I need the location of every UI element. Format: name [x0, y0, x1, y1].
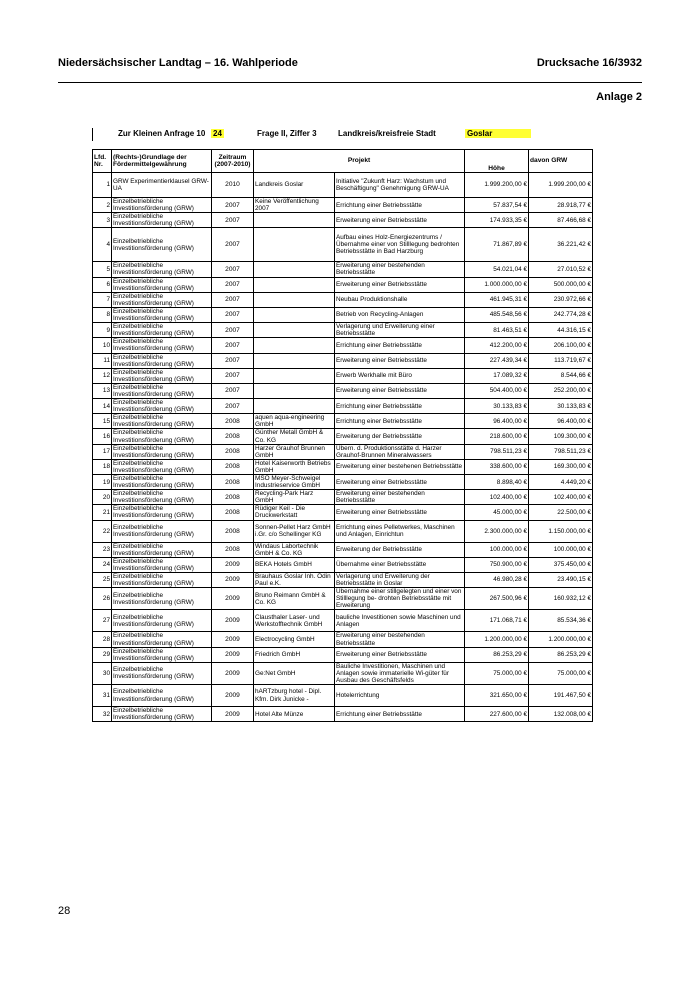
row-grw-amount: 23.490,15 €	[529, 572, 593, 587]
row-grw-amount: 8.544,66 €	[529, 368, 593, 383]
row-year: 2009	[212, 572, 254, 587]
row-year: 2009	[212, 707, 254, 722]
row-year: 2008	[212, 429, 254, 444]
frage-label: Frage II, Ziffer 3	[257, 129, 317, 138]
table-row	[93, 429, 593, 444]
kreis-label: Landkreis/kreisfreie Stadt	[338, 129, 436, 138]
row-number: 7	[93, 292, 112, 307]
row-grw-amount: 28.918,77 €	[529, 198, 593, 213]
table-row	[93, 520, 593, 542]
row-year: 2009	[212, 610, 254, 632]
row-amount: 485.548,56 €	[465, 307, 529, 322]
row-grundlage: Einzelbetriebliche Investitionsförderung (GRW)	[112, 444, 212, 459]
row-amount: 86.253,29 €	[465, 647, 529, 662]
row-amount: 412.200,00 €	[465, 338, 529, 353]
row-project: Erweiterung einer Betriebsstätte	[335, 647, 465, 662]
row-amount: 338.600,00 €	[465, 459, 529, 474]
row-amount: 321.650,00 €	[465, 685, 529, 707]
row-project: Errichtung einer Betriebsstätte	[335, 399, 465, 414]
table-row	[93, 459, 593, 474]
row-grundlage: Einzelbetriebliche Investitionsförderung (GRW)	[112, 520, 212, 542]
table-row	[93, 588, 593, 610]
anfrage-label: Zur Kleinen Anfrage 10	[118, 129, 206, 138]
table-row	[93, 292, 593, 307]
table-row	[93, 557, 593, 572]
table-row	[93, 444, 593, 459]
row-recipient: Keine Veröffentlichung 2007	[254, 198, 335, 213]
row-year: 2008	[212, 475, 254, 490]
row-number: 5	[93, 262, 112, 277]
page-number: 28	[58, 905, 71, 917]
table-row	[93, 277, 593, 292]
row-grundlage: Einzelbetriebliche Investitionsförderung (GRW)	[112, 338, 212, 353]
row-amount: 174.933,35 €	[465, 213, 529, 228]
row-amount: 75.000,00 €	[465, 662, 529, 684]
row-number: 32	[93, 707, 112, 722]
row-recipient	[254, 399, 335, 414]
row-year: 2009	[212, 632, 254, 647]
row-grundlage: Einzelbetriebliche Investitionsförderung (GRW)	[112, 662, 212, 684]
table-row	[93, 572, 593, 587]
table-row	[93, 399, 593, 414]
table-row	[93, 228, 593, 262]
row-recipient	[254, 292, 335, 307]
row-grw-amount: 1.200.000,00 €	[529, 632, 593, 647]
row-grundlage: Einzelbetriebliche Investitionsförderung (GRW)	[112, 459, 212, 474]
row-project: Erweiterung einer bestehenden Betriebsstätte	[335, 262, 465, 277]
row-grw-amount: 86.253,29 €	[529, 647, 593, 662]
row-grundlage: Einzelbetriebliche Investitionsförderung (GRW)	[112, 588, 212, 610]
row-project: Erweiterung einer bestehenen Betriebsstätte	[335, 459, 465, 474]
row-year: 2009	[212, 557, 254, 572]
row-grw-amount: 75.000,00 €	[529, 662, 593, 684]
row-year: 2007	[212, 353, 254, 368]
row-grundlage: Einzelbetriebliche Investitionsförderung (GRW)	[112, 414, 212, 429]
table-row	[93, 383, 593, 398]
anfrage-number: 24	[213, 129, 222, 138]
row-amount: 96.400,00 €	[465, 414, 529, 429]
row-amount: 1.999.200,00 €	[465, 173, 529, 198]
row-project: Initiative "Zukunft Harz: Wachstum und Beschäftigung" Genehmigung GRW-UA	[335, 173, 465, 198]
row-year: 2009	[212, 647, 254, 662]
row-amount: 267.500,96 €	[465, 588, 529, 610]
table-row	[93, 662, 593, 684]
row-grundlage: Einzelbetriebliche Investitionsförderung (GRW)	[112, 292, 212, 307]
row-recipient	[254, 368, 335, 383]
kreis-value: Goslar	[465, 129, 531, 138]
row-project: Errichtung einer Betriebsstätte	[335, 707, 465, 722]
row-project: Erweiterung einer bestehenden Betriebsstätte	[335, 632, 465, 647]
row-recipient	[254, 338, 335, 353]
row-grw-amount: 30.133,83 €	[529, 399, 593, 414]
row-number: 31	[93, 685, 112, 707]
row-year: 2007	[212, 198, 254, 213]
header-grundlage: (Rechts-)Grundlage der Fördermittelgewährung	[112, 150, 212, 173]
row-year: 2007	[212, 262, 254, 277]
row-project: Aufbau eines Holz-Energiezentrums / Übernahme einer von Stilllegung bedrohten Betriebsstätte in Bad Harzburg	[335, 228, 465, 262]
row-amount: 218.600,00 €	[465, 429, 529, 444]
table-row	[93, 198, 593, 213]
row-grundlage: Einzelbetriebliche Investitionsförderung (GRW)	[112, 307, 212, 322]
row-grw-amount: 169.300,00 €	[529, 459, 593, 474]
row-number: 25	[93, 572, 112, 587]
row-grw-amount: 191.467,50 €	[529, 685, 593, 707]
row-recipient: Harzer Grauhof Brunnen GmbH	[254, 444, 335, 459]
row-recipient: Hotel Alte Münze	[254, 707, 335, 722]
row-grw-amount: 500.000,00 €	[529, 277, 593, 292]
row-grundlage: Einzelbetriebliche Investitionsförderung (GRW)	[112, 277, 212, 292]
row-project: Errichtung einer Betriebsstätte	[335, 198, 465, 213]
row-grw-amount: 22.500,00 €	[529, 505, 593, 520]
table-row	[93, 490, 593, 505]
row-grw-amount: 242.774,28 €	[529, 307, 593, 322]
table-row	[93, 338, 593, 353]
row-grundlage: Einzelbetriebliche Investitionsförderung (GRW)	[112, 213, 212, 228]
row-grw-amount: 36.221,42 €	[529, 228, 593, 262]
table-row	[93, 475, 593, 490]
table-row	[93, 213, 593, 228]
row-grundlage: Einzelbetriebliche Investitionsförderung (GRW)	[112, 505, 212, 520]
row-amount: 57.837,54 €	[465, 198, 529, 213]
row-recipient	[254, 323, 335, 338]
row-number: 2	[93, 198, 112, 213]
row-recipient: MSO Meyer-Schweigel Industrieservice GmbH	[254, 475, 335, 490]
row-amount: 8.898,40 €	[465, 475, 529, 490]
header-zeitraum: Zeitraum (2007-2010)	[212, 150, 254, 173]
row-grundlage: Einzelbetriebliche Investitionsförderung (GRW)	[112, 610, 212, 632]
table-row	[93, 173, 593, 198]
row-recipient: Friedrich GmbH	[254, 647, 335, 662]
row-grundlage: Einzelbetriebliche Investitionsförderung (GRW)	[112, 429, 212, 444]
row-project: Errichtung einer Betriebsstätte	[335, 414, 465, 429]
row-amount: 227.600,00 €	[465, 707, 529, 722]
row-year: 2007	[212, 213, 254, 228]
table-row	[93, 505, 593, 520]
document-number: Drucksache 16/3932	[536, 57, 642, 69]
row-project: Erweiterung der Betriebsstätte	[335, 429, 465, 444]
row-year: 2009	[212, 588, 254, 610]
row-number: 16	[93, 429, 112, 444]
row-recipient: Recycling-Park Harz GmbH	[254, 490, 335, 505]
row-recipient	[254, 277, 335, 292]
row-recipient: hARTzburg hotel - Dipl. Kfm. Dirk Junicke -	[254, 685, 335, 707]
row-number: 9	[93, 323, 112, 338]
row-amount: 54.021,04 €	[465, 262, 529, 277]
row-number: 24	[93, 557, 112, 572]
row-grw-amount: 798.511,23 €	[529, 444, 593, 459]
row-number: 3	[93, 213, 112, 228]
row-grundlage: Einzelbetriebliche Investitionsförderung (GRW)	[112, 542, 212, 557]
table-body	[93, 173, 593, 722]
table-row	[93, 353, 593, 368]
row-year: 2008	[212, 542, 254, 557]
row-recipient: Bruno Reimann GmbH & Co. KG	[254, 588, 335, 610]
table-row	[93, 368, 593, 383]
row-amount: 45.000,00 €	[465, 505, 529, 520]
row-number: 19	[93, 475, 112, 490]
row-recipient	[254, 228, 335, 262]
row-recipient: Sonnen-Pellet Harz GmbH i.Gr. c/o Schellinger KG	[254, 520, 335, 542]
row-number: 27	[93, 610, 112, 632]
row-project: Erweiterung der Betriebsstätte	[335, 542, 465, 557]
row-year: 2008	[212, 520, 254, 542]
row-amount: 81.463,51 €	[465, 323, 529, 338]
row-year: 2007	[212, 368, 254, 383]
row-year: 2010	[212, 173, 254, 198]
row-year: 2008	[212, 444, 254, 459]
row-grundlage: Einzelbetriebliche Investitionsförderung (GRW)	[112, 490, 212, 505]
row-project: Verlagerung und Erweiterung einer Betriebsstätte	[335, 323, 465, 338]
row-project: Bauliche Investitionen, Maschinen und Anlagen sowie immaterielle Wi-güter für Ausbau des Geschäftsfelds	[335, 662, 465, 684]
row-grundlage: Einzelbetriebliche Investitionsförderung (GRW)	[112, 647, 212, 662]
row-number: 11	[93, 353, 112, 368]
row-year: 2007	[212, 277, 254, 292]
row-amount: 30.133,83 €	[465, 399, 529, 414]
row-number: 26	[93, 588, 112, 610]
row-amount: 46.980,28 €	[465, 572, 529, 587]
row-number: 20	[93, 490, 112, 505]
row-amount: 17.089,32 €	[465, 368, 529, 383]
row-year: 2007	[212, 307, 254, 322]
row-grundlage: Einzelbetriebliche Investitionsförderung (GRW)	[112, 353, 212, 368]
row-number: 21	[93, 505, 112, 520]
row-recipient: Landkreis Goslar	[254, 173, 335, 198]
table-row	[93, 307, 593, 322]
row-number: 14	[93, 399, 112, 414]
table-row	[93, 414, 593, 429]
row-amount: 461.945,31 €	[465, 292, 529, 307]
row-number: 30	[93, 662, 112, 684]
row-grundlage: Einzelbetriebliche Investitionsförderung (GRW)	[112, 368, 212, 383]
row-recipient: Clausthaler Laser- und Werkstofftechnik GmbH	[254, 610, 335, 632]
row-year: 2007	[212, 338, 254, 353]
row-number: 29	[93, 647, 112, 662]
row-number: 15	[93, 414, 112, 429]
row-amount: 171.068,71 €	[465, 610, 529, 632]
row-project: Errichtung eines Pelletwerkes, Maschinen und Anlagen, Einrichtun	[335, 520, 465, 542]
row-grundlage: Einzelbetriebliche Investitionsförderung (GRW)	[112, 262, 212, 277]
row-grundlage: Einzelbetriebliche Investitionsförderung (GRW)	[112, 475, 212, 490]
row-project: Übern. d. Produktionsstätte d. Harzer Grauhof-Brunnen Mineralwassers	[335, 444, 465, 459]
header-projekt: Projekt	[254, 150, 465, 173]
row-year: 2009	[212, 685, 254, 707]
header-hoehe: Höhe	[465, 150, 529, 173]
row-recipient: Brauhaus Goslar Inh. Odin Paul e.K.	[254, 572, 335, 587]
row-amount: 1.000.000,00 €	[465, 277, 529, 292]
header-divider	[58, 82, 642, 83]
row-project: Erweiterung einer Betriebsstätte	[335, 277, 465, 292]
funding-table	[92, 149, 593, 722]
table-row	[93, 323, 593, 338]
row-grw-amount: 252.200,00 €	[529, 383, 593, 398]
row-project: Betrieb von Recycling-Anlagen	[335, 307, 465, 322]
row-recipient: Windaus Labortechnik GmbH & Co. KG	[254, 542, 335, 557]
row-number: 6	[93, 277, 112, 292]
context-line	[92, 128, 493, 141]
table-row	[93, 262, 593, 277]
row-grw-amount: 113.719,67 €	[529, 353, 593, 368]
table-row	[93, 707, 593, 722]
row-amount: 504.400,00 €	[465, 383, 529, 398]
row-number: 18	[93, 459, 112, 474]
row-grundlage: Einzelbetriebliche Investitionsförderung (GRW)	[112, 632, 212, 647]
row-number: 28	[93, 632, 112, 647]
row-year: 2007	[212, 383, 254, 398]
row-grundlage: Einzelbetriebliche Investitionsförderung (GRW)	[112, 228, 212, 262]
row-recipient: Rüdiger Keil - Die Druckwerkstatt	[254, 505, 335, 520]
row-amount: 102.400,00 €	[465, 490, 529, 505]
row-year: 2007	[212, 228, 254, 262]
row-grw-amount: 4.449,20 €	[529, 475, 593, 490]
header-davon: davon GRW	[529, 150, 593, 173]
row-project: Verlagerung und Erweiterung der Betriebsstätte in Goslar	[335, 572, 465, 587]
row-grundlage: Einzelbetriebliche Investitionsförderung (GRW)	[112, 323, 212, 338]
row-amount: 1.200.000,00 €	[465, 632, 529, 647]
row-grundlage: GRW Experimentierklausel GRW-UA	[112, 173, 212, 198]
row-recipient	[254, 213, 335, 228]
row-project: Neubau Produktionshalle	[335, 292, 465, 307]
table-header-row	[93, 150, 593, 173]
row-grw-amount: 206.100,00 €	[529, 338, 593, 353]
row-recipient: Electrocycling GmbH	[254, 632, 335, 647]
row-amount: 2.300.000,00 €	[465, 520, 529, 542]
row-year: 2008	[212, 459, 254, 474]
row-grw-amount: 27.010,52 €	[529, 262, 593, 277]
row-project: bauliche Investitionen sowie Maschinen und Anlagen	[335, 610, 465, 632]
row-recipient: Ge:Net GmbH	[254, 662, 335, 684]
row-recipient	[254, 262, 335, 277]
row-recipient	[254, 307, 335, 322]
row-year: 2008	[212, 414, 254, 429]
row-recipient	[254, 383, 335, 398]
row-grw-amount: 132.008,00 €	[529, 707, 593, 722]
row-project: Erweiterung einer bestehenden Betriebsstätte	[335, 490, 465, 505]
row-recipient: aquen aqua-engineering GmbH	[254, 414, 335, 429]
row-amount: 227.439,34 €	[465, 353, 529, 368]
row-amount: 71.867,89 €	[465, 228, 529, 262]
row-grw-amount: 109.300,00 €	[529, 429, 593, 444]
row-number: 22	[93, 520, 112, 542]
row-grw-amount: 102.400,00 €	[529, 490, 593, 505]
row-recipient: Günther Metall GmbH & Co. KG	[254, 429, 335, 444]
row-recipient: Hotel Kaiserworth Betriebs GmbH	[254, 459, 335, 474]
row-project: Erweiterung einer Betriebsstätte	[335, 475, 465, 490]
row-number: 17	[93, 444, 112, 459]
table-row	[93, 647, 593, 662]
row-number: 8	[93, 307, 112, 322]
row-number: 4	[93, 228, 112, 262]
row-recipient: BEKA Hotels GmbH	[254, 557, 335, 572]
row-recipient	[254, 353, 335, 368]
row-amount: 798.511,23 €	[465, 444, 529, 459]
row-grw-amount: 230.972,66 €	[529, 292, 593, 307]
row-grundlage: Einzelbetriebliche Investitionsförderung (GRW)	[112, 707, 212, 722]
row-number: 1	[93, 173, 112, 198]
row-grw-amount: 96.400,00 €	[529, 414, 593, 429]
table-row	[93, 632, 593, 647]
row-grw-amount: 375.450,00 €	[529, 557, 593, 572]
row-grw-amount: 1.150.000,00 €	[529, 520, 593, 542]
row-project: Erweiterung einer Betriebsstätte	[335, 353, 465, 368]
row-project: Erweiterung einer Betriebsstätte	[335, 213, 465, 228]
row-project: Übernahme einer Betriebsstätte	[335, 557, 465, 572]
row-amount: 100.000,00 €	[465, 542, 529, 557]
row-year: 2009	[212, 662, 254, 684]
row-project: Erweiterung einer Betriebsstätte	[335, 505, 465, 520]
row-grundlage: Einzelbetriebliche Investitionsförderung (GRW)	[112, 383, 212, 398]
row-project: Errichtung einer Betriebsstätte	[335, 338, 465, 353]
row-grundlage: Einzelbetriebliche Investitionsförderung (GRW)	[112, 685, 212, 707]
row-year: 2008	[212, 505, 254, 520]
row-year: 2007	[212, 292, 254, 307]
row-grundlage: Einzelbetriebliche Investitionsförderung (GRW)	[112, 572, 212, 587]
row-project: Hotelerrichtung	[335, 685, 465, 707]
row-grw-amount: 44.316,15 €	[529, 323, 593, 338]
table-row	[93, 542, 593, 557]
row-number: 23	[93, 542, 112, 557]
row-number: 12	[93, 368, 112, 383]
row-grw-amount: 1.999.200,00 €	[529, 173, 593, 198]
row-grw-amount: 87.466,68 €	[529, 213, 593, 228]
row-grundlage: Einzelbetriebliche Investitionsförderung (GRW)	[112, 399, 212, 414]
row-project: Erweiterung einer Betriebsstätte	[335, 383, 465, 398]
annex-label: Anlage 2	[596, 91, 642, 103]
row-grundlage: Einzelbetriebliche Investitionsförderung (GRW)	[112, 557, 212, 572]
table-row	[93, 685, 593, 707]
row-amount: 750.900,00 €	[465, 557, 529, 572]
table-row	[93, 610, 593, 632]
row-grw-amount: 85.534,36 €	[529, 610, 593, 632]
row-grw-amount: 160.932,12 €	[529, 588, 593, 610]
row-grundlage: Einzelbetriebliche Investitionsförderung (GRW)	[112, 198, 212, 213]
row-year: 2007	[212, 399, 254, 414]
row-year: 2008	[212, 490, 254, 505]
row-number: 10	[93, 338, 112, 353]
document-header-title: Niedersächsischer Landtag – 16. Wahlperiode	[58, 57, 298, 69]
header-nr: Lfd. Nr.	[93, 150, 112, 173]
row-number: 13	[93, 383, 112, 398]
row-grw-amount: 100.000,00 €	[529, 542, 593, 557]
row-project: Erwerb Werkhalle mit Büro	[335, 368, 465, 383]
row-project: Übernahme einer stillgelegten und einer von Stilllegung be- drohten Betriebsstätte mit Erweiterung	[335, 588, 465, 610]
row-year: 2007	[212, 323, 254, 338]
